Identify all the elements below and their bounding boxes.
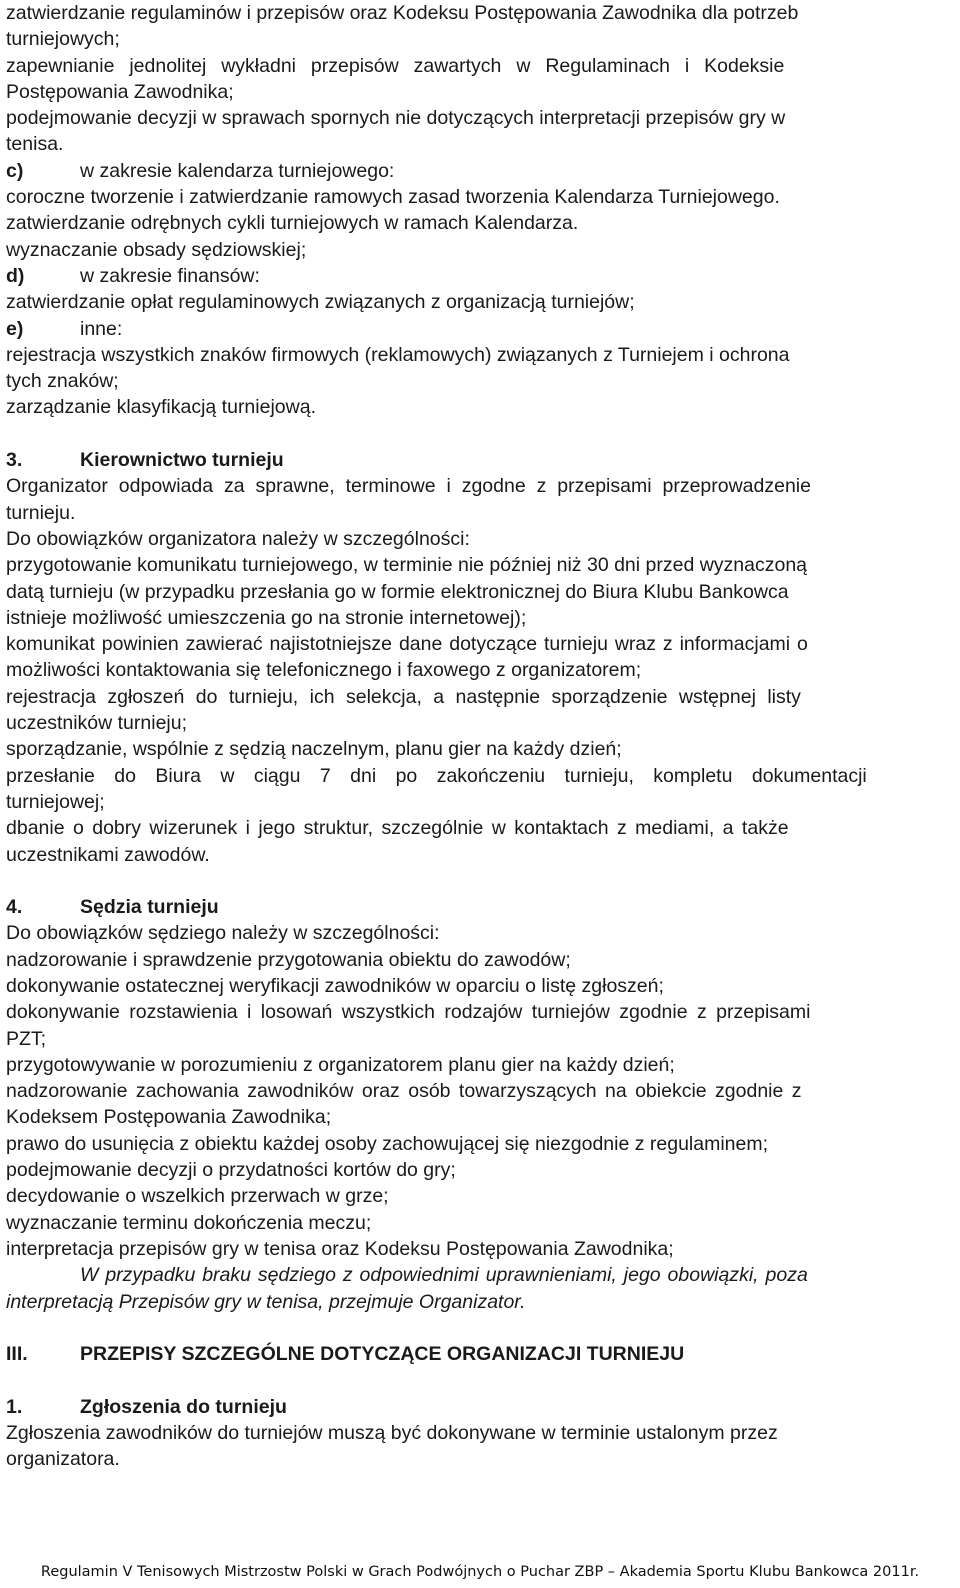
text-line: możliwości kontaktowania się telefonicznego i faxowego z organizatorem;: [6, 659, 642, 682]
list-item: wyznaczanie obsady sędziowskiej;: [6, 238, 307, 261]
section-III-heading: [6, 1341, 954, 1367]
text-line: PZT;: [6, 1027, 47, 1050]
text-line: uczestników turnieju;: [6, 712, 188, 735]
spacer: [6, 1315, 954, 1341]
text-line: turniejowych;: [6, 28, 120, 51]
italic-note-line: interpretacją Przepisów gry w tenisa, przejmuje Organizator.: [6, 1290, 526, 1313]
text-line: Do obowiązków organizatora należy w szczególności:: [6, 527, 470, 550]
text-line: datą turnieju (w przypadku przesłania go w formie elektronicznej do Biura Klubu Bankowca: [6, 580, 789, 603]
section-4-heading: [6, 894, 954, 920]
text-line: wyznaczanie terminu dokończenia meczu;: [6, 1211, 372, 1234]
text-line: podejmowanie decyzji o przydatności kortów do gry;: [6, 1159, 456, 1182]
section-4-number: 4.: [6, 896, 23, 919]
text-line: dokonywanie rozstawienia i losowań wszystkich rodzajów turniejów zgodnie z przepisami: [6, 1001, 811, 1024]
text-line: Do obowiązków sędziego należy w szczególności:: [6, 922, 440, 945]
text-line: dokonywanie ostatecznej weryfikacji zawodników w oparciu o listę zgłoszeń;: [6, 974, 664, 997]
text-line: nadzorowanie zachowania zawodników oraz osób towarzyszących na obiekcie zgodnie z: [6, 1080, 802, 1103]
text-line: decydowanie o wszelkich przerwach w grze;: [6, 1185, 389, 1208]
section-1-title: Zgłoszenia do turnieju: [80, 1395, 287, 1418]
list-item: tych znaków;: [6, 370, 119, 393]
spacer: [6, 421, 954, 447]
spacer: [6, 1367, 954, 1393]
document-page: [6, 0, 954, 1473]
section-c-heading: [6, 158, 954, 184]
text-line: Organizator odpowiada za sprawne, terminowe i zgodne z przepisami przeprowadzenie: [6, 475, 811, 498]
text-line: zatwierdzanie regulaminów i przepisów oraz Kodeksu Postępowania Zawodnika dla potrzeb: [6, 2, 799, 24]
text-line: nadzorowanie i sprawdzenie przygotowania obiektu do zawodów;: [6, 948, 571, 971]
text-line: interpretacja przepisów gry w tenisa oraz Kodeksu Postępowania Zawodnika;: [6, 1237, 674, 1260]
list-item: coroczne tworzenie i zatwierdzanie ramowych zasad tworzenia Kalendarza Turniejowego.: [6, 186, 780, 209]
section-III-number: III.: [6, 1343, 28, 1366]
text-line: komunikat powinien zawierać najistotniejsze dane dotyczące turnieju wraz z informacjami o: [6, 633, 808, 656]
section-d-heading: [6, 263, 954, 289]
text-line: Postępowania Zawodnika;: [6, 80, 234, 103]
section-4-title: Sędzia turnieju: [80, 896, 219, 919]
section-1-heading: [6, 1394, 954, 1420]
text-line: organizatora.: [6, 1448, 120, 1471]
text-line: podejmowanie decyzji w sprawach spornych nie dotyczących interpretacji przepisów gry w: [6, 107, 786, 130]
list-item: zatwierdzanie odrębnych cykli turniejowych w ramach Kalendarza.: [6, 212, 579, 235]
section-d-label: w zakresie finansów:: [80, 264, 260, 287]
section-e-heading: [6, 316, 954, 342]
list-item: zarządzanie klasyfikacją turniejową.: [6, 396, 316, 419]
text-line: tenisa.: [6, 133, 64, 156]
section-d-key: d): [6, 264, 25, 287]
section-3-number: 3.: [6, 449, 23, 472]
text-line: uczestnikami zawodów.: [6, 843, 210, 866]
text-line: istnieje możliwość umieszczenia go na stronie internetowej);: [6, 606, 527, 629]
text-line: turniejowej;: [6, 790, 105, 813]
text-line: przesłanie do Biura w ciągu 7 dni po zakończeniu turnieju, kompletu dokumentacji: [6, 764, 867, 787]
section-c-label: w zakresie kalendarza turniejowego:: [80, 159, 395, 182]
section-3-title: Kierownictwo turnieju: [80, 449, 284, 472]
section-c-key: c): [6, 159, 24, 182]
section-3-heading: [6, 447, 954, 473]
spacer: [6, 868, 954, 894]
text-line: przygotowanie komunikatu turniejowego, w terminie nie później niż 30 dni przed wyznaczoną: [6, 554, 808, 577]
list-item: rejestracja wszystkich znaków firmowych (reklamowych) związanych z Turniejem i ochrona: [6, 343, 790, 366]
section-e-key: e): [6, 317, 24, 340]
section-e-label: inne:: [80, 317, 123, 340]
page-footer: Regulamin V Tenisowych Mistrzostw Polski w Grach Podwójnych o Puchar ZBP – Akademia Sportu Klubu Bankowca 2011r.: [40, 1564, 920, 1580]
section-III-title: PRZEPISY SZCZEGÓLNE DOTYCZĄCE ORGANIZACJI TURNIEJU: [80, 1343, 685, 1366]
text-line: dbanie o dobry wizerunek i jego struktur, szczególnie w kontaktach z mediami, a także: [6, 817, 789, 840]
list-item: zatwierdzanie opłat regulaminowych związanych z organizacją turniejów;: [6, 291, 635, 314]
text-line: turnieju.: [6, 501, 76, 524]
text-line: zapewnianie jednolitej wykładni przepisów zawartych w Regulaminach i Kodeksie: [6, 54, 785, 77]
section-1-number: 1.: [6, 1395, 23, 1418]
text-line: Zgłoszenia zawodników do turniejów muszą być dokonywane w terminie ustalonym przez: [6, 1422, 778, 1445]
text-line: przygotowywanie w porozumieniu z organizatorem planu gier na każdy dzień;: [6, 1053, 675, 1076]
text-line: prawo do usunięcia z obiektu każdej osoby zachowującej się niezgodnie z regulaminem;: [6, 1132, 769, 1155]
text-line: rejestracja zgłoszeń do turnieju, ich selekcja, a następnie sporządzenie wstępnej listy: [6, 685, 801, 708]
text-line: Kodeksem Postępowania Zawodnika;: [6, 1106, 332, 1129]
italic-note-line: W przypadku braku sędziego z odpowiednimi uprawnieniami, jego obowiązki, poza: [80, 1264, 808, 1287]
text-line: sporządzanie, wspólnie z sędzią naczelnym, planu gier na każdy dzień;: [6, 738, 622, 761]
